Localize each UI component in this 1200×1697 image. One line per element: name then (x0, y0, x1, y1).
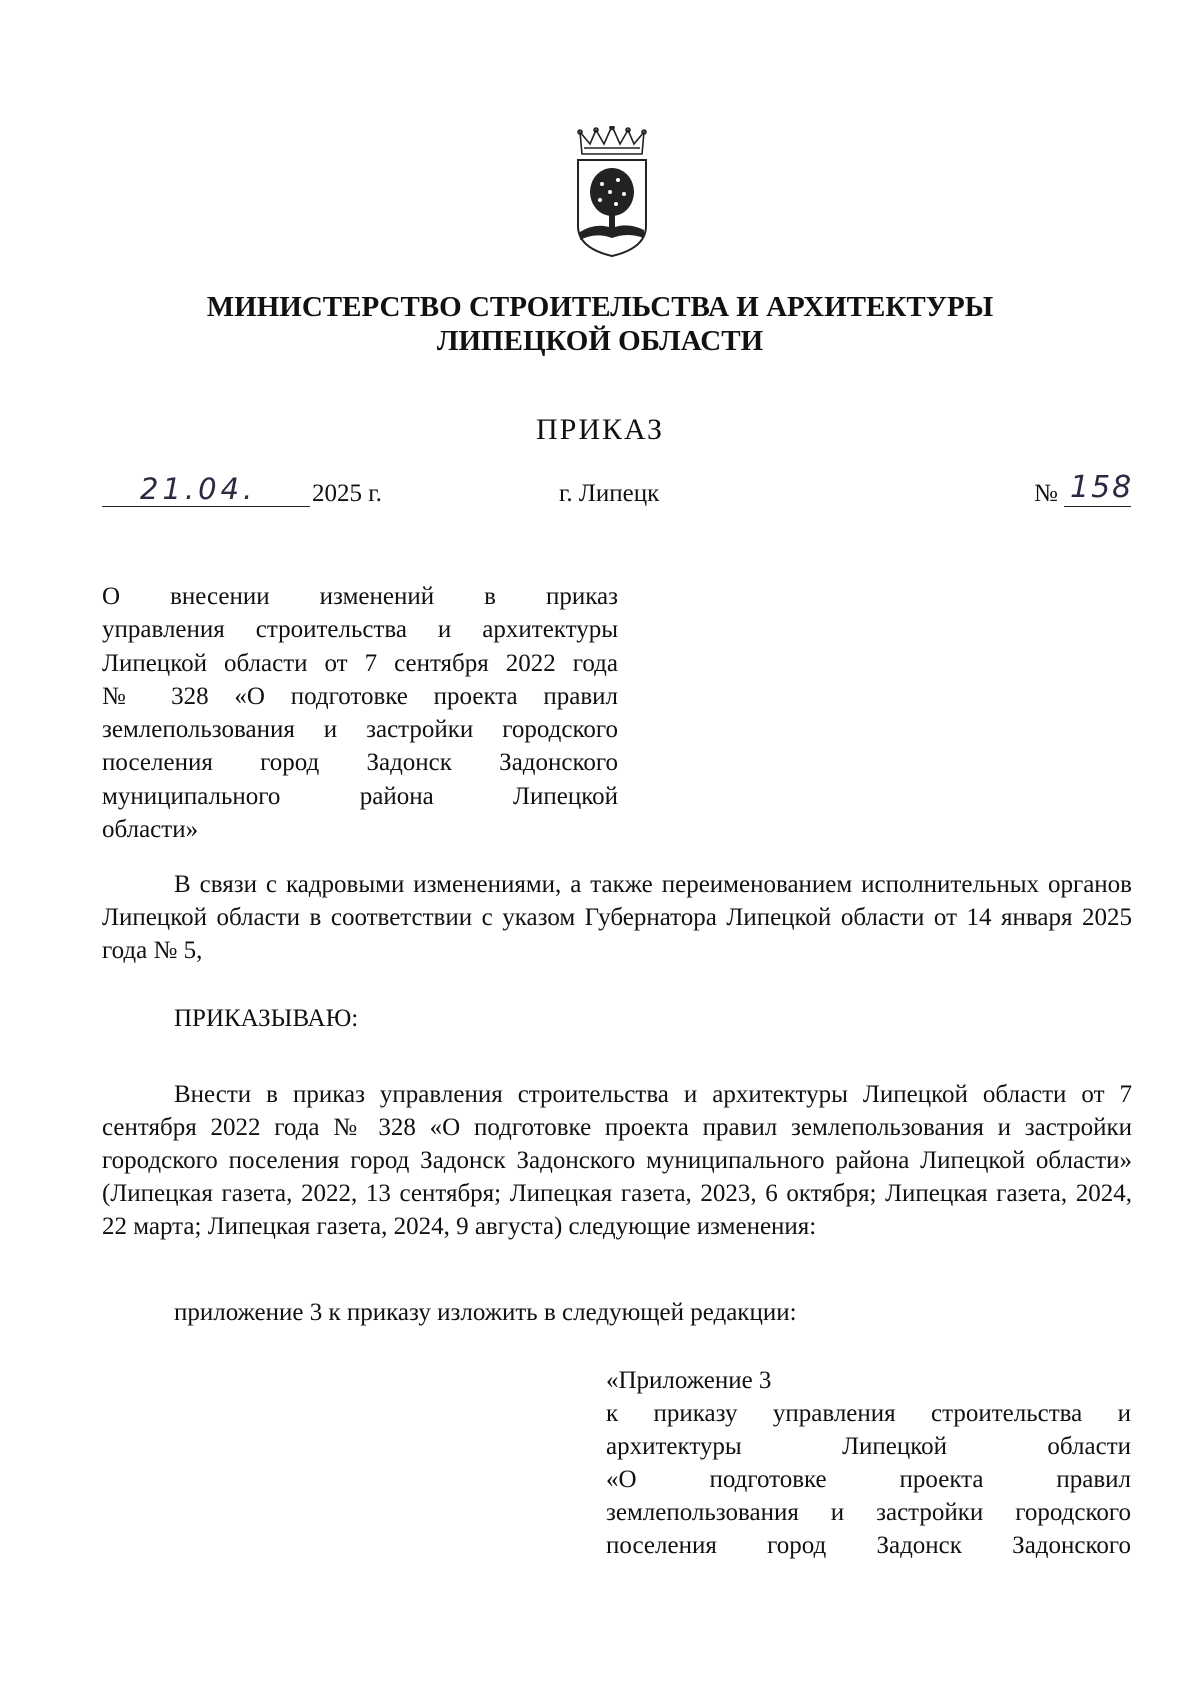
number-underline (1064, 506, 1131, 507)
number-label: № (1034, 480, 1058, 507)
subject-line: О внесении изменений в приказ (102, 583, 618, 610)
amendment-paragraph: приложение 3 к приказу изложить в следующей редакции: (174, 1299, 797, 1326)
appendix-line: «Приложение 3 (606, 1367, 772, 1394)
document-type-title: ПРИКАЗ (536, 413, 664, 446)
appendix-line: архитектуры Липецкой области (606, 1433, 1131, 1460)
handwritten-number: 158 (1070, 470, 1134, 505)
appendix-line: «О подготовке проекта правил (606, 1466, 1131, 1493)
order-paragraph: Внести в приказ управления строительства и архитектуры Липецкой области от 7 сентября 2022 года № 328 «О подготовке проекта правил землепользования и застройки городского поселения город Задонск Задонского муниципального района Липецкой области» (Липецкая газета, 2022, 13 сентября; Липецкая газета, 2023, 6 октября; Липецкая газета, 2024, 22 марта; Липецкая газета, 2024, 9 августа) следующие изменения: (102, 1081, 1132, 1240)
date-underline (102, 506, 310, 507)
subject-line: управления строительства и архитектуры (102, 616, 618, 644)
subject-line: поселения город Задонск Задонского (102, 749, 618, 777)
subject-line: области» (102, 816, 199, 844)
ministry-name-line2: ЛИПЕЦКОЙ ОБЛАСТИ (436, 325, 764, 357)
order-word: ПРИКАЗЫВАЮ: (174, 1005, 359, 1032)
order-date-row (0, 470, 1200, 518)
date-year: 2025 г. (312, 480, 382, 507)
subject-line: муниципального района Липецкой (102, 782, 618, 810)
coat-of-arms-icon (572, 126, 652, 258)
appendix-line: землепользования и застройки городского (606, 1499, 1131, 1526)
appendix-header (606, 1364, 1131, 1562)
city: г. Липецк (559, 480, 660, 507)
subject-line: № 328 «О подготовке проекта правил (102, 682, 618, 710)
order-subject (102, 580, 618, 846)
ministry-name-line1: МИНИСТЕРСТВО СТРОИТЕЛЬСТВА И АРХИТЕКТУРЫ (206, 291, 994, 323)
preamble-paragraph: В связи с кадровыми изменениями, а также переименованием исполнительных органов Липецкой области в соответствии с указом Губернатора Липецкой области от 14 января 2025 года № 5, (102, 871, 1132, 964)
subject-line: землепользования и застройки городского (102, 716, 618, 744)
appendix-line: к приказу управления строительства и (606, 1400, 1131, 1427)
subject-line: Липецкой области от 7 сентября 2022 года (102, 649, 618, 677)
handwritten-date: 21.04. (140, 472, 257, 506)
appendix-line: поселения город Задонск Задонского (606, 1532, 1131, 1559)
